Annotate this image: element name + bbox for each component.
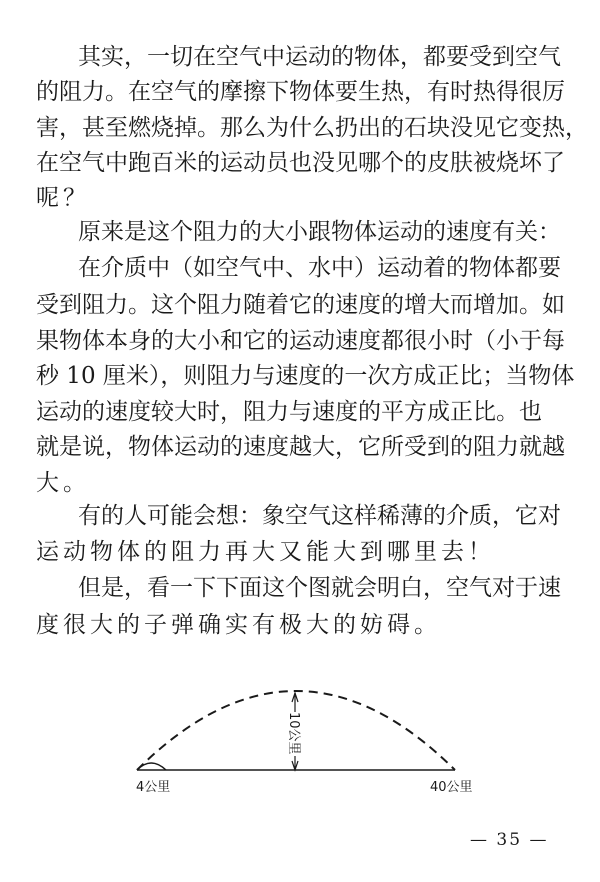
text-line: 原来是这个阻力的大小跟物体运动的速度有关：: [78, 219, 561, 245]
short-trajectory-arc: [137, 763, 166, 770]
text-line: 大。: [36, 470, 90, 496]
text-line: 度很大的子弹确实有极大的妨碍。: [36, 612, 441, 638]
text-line: 运动的速度较大时，阻力与速度的平方成正比。也: [36, 399, 542, 425]
text-line: 运动物体的阻力再大又能大到哪里去！: [36, 539, 495, 565]
text-line: 的阻力。在空气的摩擦下物体要生热，有时热得很厉: [36, 79, 565, 105]
text-line: 呢？: [36, 185, 90, 211]
height-label: 10公里: [286, 712, 301, 755]
long-range-label: 40公里: [430, 780, 473, 795]
page-number: — 35 —: [470, 830, 549, 850]
text-line: 受到阻力。这个阻力随着它的速度的增大而增加。如: [36, 292, 565, 318]
text-line: 果物体本身的大小和它的运动速度都很小时（小于每: [36, 328, 565, 354]
text-line: 有的人可能会想：象空气这样稀薄的介质，它对: [78, 503, 561, 529]
text-line: 其实，一切在空气中运动的物体，都要受到空气: [78, 44, 561, 70]
text-line: 秒 10 厘米），则阻力与速度的一次方成正比；当物体: [36, 363, 575, 389]
text-line: 就是说，物体运动的速度越大，它所受到的阻力就越: [36, 434, 565, 460]
short-range-label: 4公里: [136, 780, 171, 795]
text-line: 害，甚至燃烧掉。那么为什么扔出的石块没见它变热，: [36, 115, 588, 141]
text-line: 在介质中（如空气中、水中）运动着的物体都要: [78, 255, 561, 281]
text-line: 在空气中跑百米的运动员也没见哪个的皮肤被烧坏了: [36, 150, 565, 176]
text-line: 但是，看一下下面这个图就会明白，空气对于速: [78, 575, 561, 601]
